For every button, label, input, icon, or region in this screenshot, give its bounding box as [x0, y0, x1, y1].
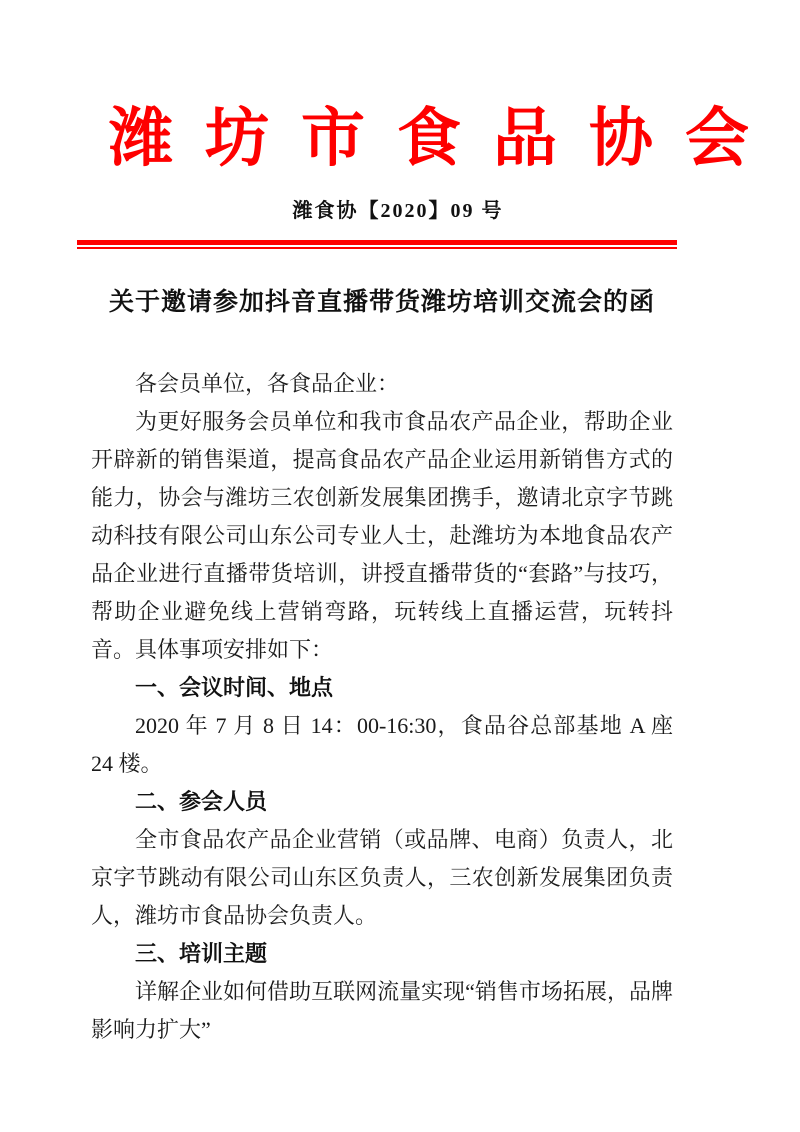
doc-number: 潍食协【2020】09 号	[292, 200, 504, 222]
intro-paragraph: 为更好服务会员单位和我市食品农产品企业，帮助企业开辟新的销售渠道，提高食品农产品企业运用新销售方式的能力，协会与潍坊三农创新发展集团携手，邀请北京字节跳动科技有限公司山东公司专业人士，赴潍坊为本地食品农产品企业进行直播带货培训，讲授直播带货的“套路”与技巧，帮助企业避免线上营销弯路，玩转线上直播运营，玩转抖音。具体事项安排如下：	[91, 409, 673, 662]
section-content-3: 详解企业如何借助互联网流量实现“销售市场拓展，品牌影响力扩大”	[91, 979, 673, 1042]
section-content-1: 2020 年 7 月 8 日 14：00-16:30，食品谷总部基地 A 座 24 楼。	[91, 713, 673, 776]
section-heading-3: 三、培训主题	[135, 941, 268, 966]
red-rule-thin-line	[77, 247, 677, 249]
red-header-rule	[77, 240, 677, 249]
document-body	[91, 365, 673, 1049]
org-name-header: 潍坊市食品协会	[109, 103, 781, 174]
document-sheet	[77, 0, 781, 1132]
section-heading-2: 二、参会人员	[135, 789, 268, 814]
salutation: 各会员单位，各食品企业：	[135, 371, 400, 396]
document-title: 关于邀请参加抖音直播带货潍坊培训交流会的函	[108, 288, 655, 316]
section-content-2: 全市食品农产品企业营销（或品牌、电商）负责人，北京字节跳动有限公司山东区负责人，三农创新发展集团负责人，潍坊市食品协会负责人。	[91, 827, 673, 928]
section-heading-1: 一、会议时间、地点	[135, 675, 334, 700]
